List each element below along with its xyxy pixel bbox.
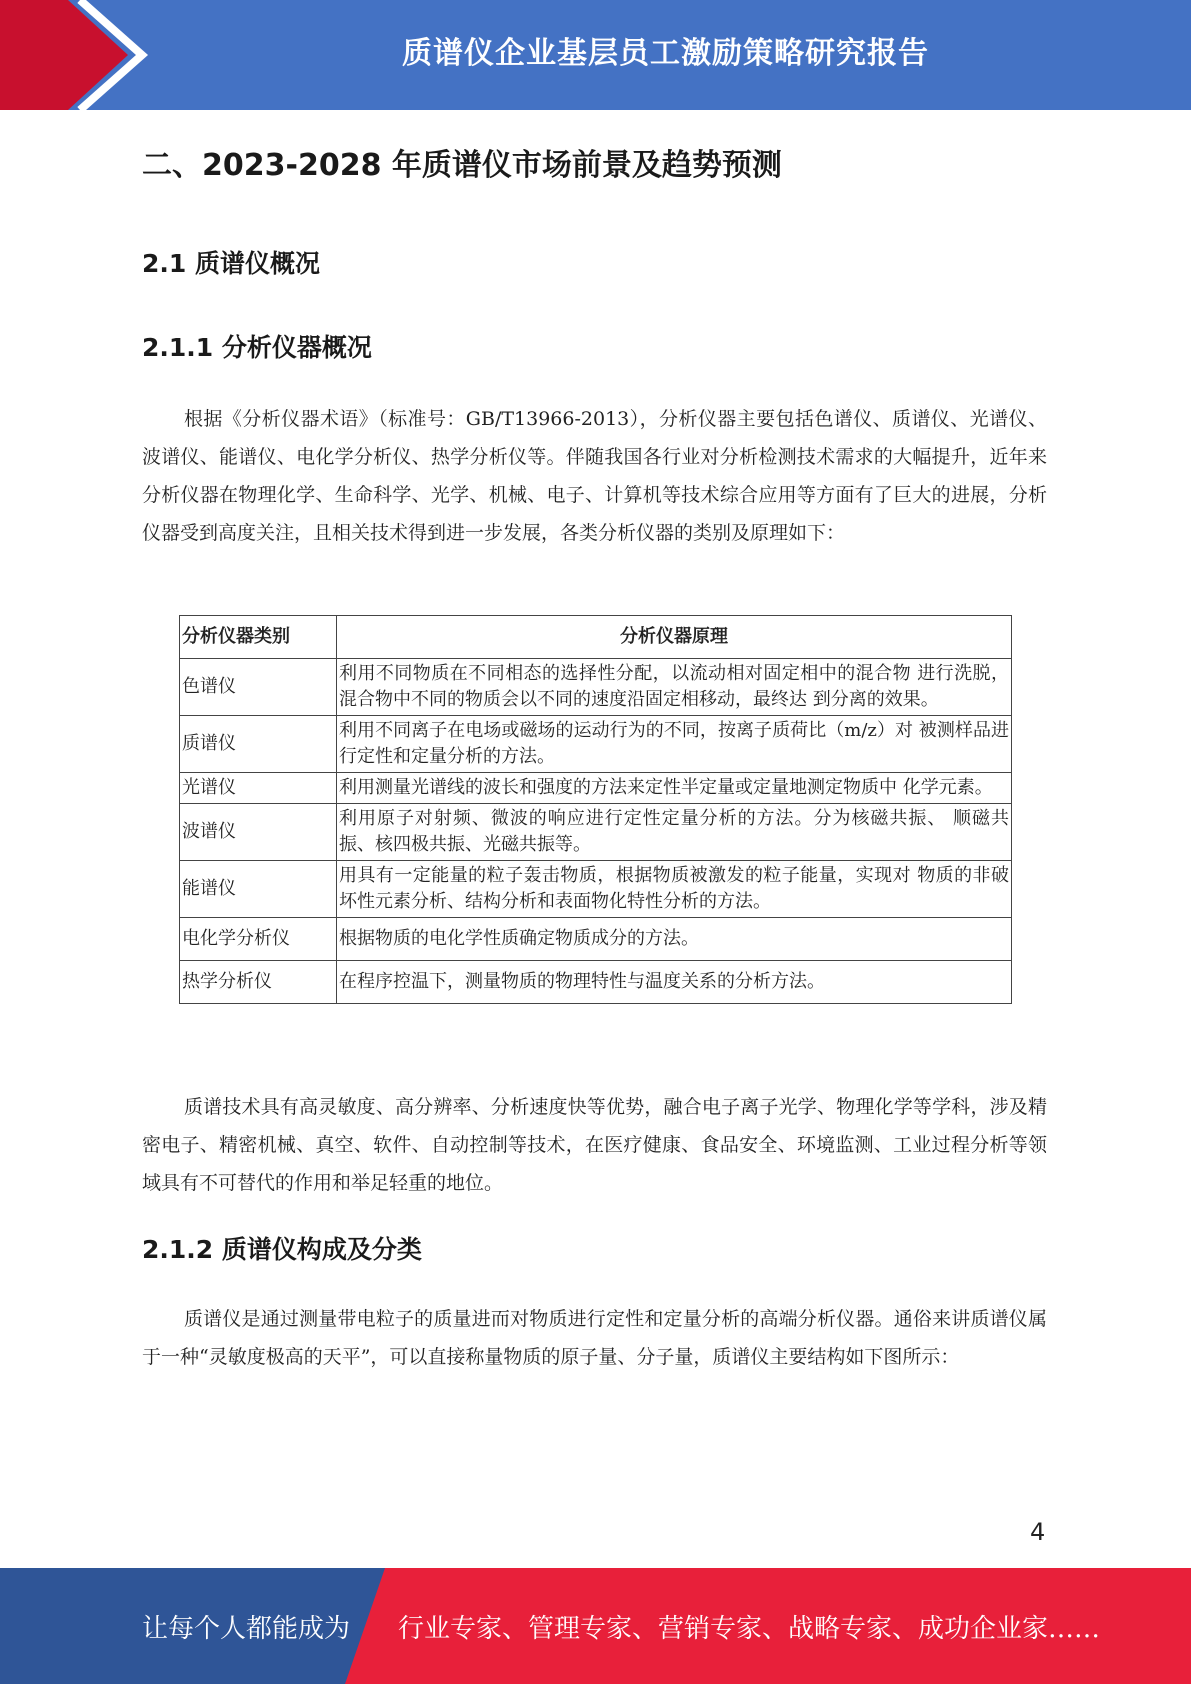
table-header-row [180,616,1012,659]
chapter-heading: 二、2023-2028 年质谱仪市场前景及趋势预测 [142,148,782,183]
table-cell-principle: 利用原子对射频、微波的响应进行定性定量分析的方法。分为核磁共振、 顺磁共振、核四极共振、光磁共振等。 [337,804,1012,861]
table-header-principle: 分析仪器原理 [337,616,1012,659]
table-cell-principle: 根据物质的电化学性质确定物质成分的方法。 [337,918,1012,961]
table-cell-principle: 利用测量光谱线的波长和强度的方法来定性半定量或定量地测定物质中 化学元素。 [337,773,1012,804]
table-row [180,861,1012,918]
page-number: 4 [1030,1518,1046,1546]
table-row [180,961,1012,1004]
table-cell-principle: 利用不同离子在电场或磁场的运动行为的不同，按离子质荷比（m/z）对 被测样品进行定性和定量分析的方法。 [337,716,1012,773]
table-cell-principle: 用具有一定能量的粒子轰击物质，根据物质被激发的粒子能量，实现对 物质的非破坏性元素分析、结构分析和表面物化特性分析的方法。 [337,861,1012,918]
footer-slogan-left: 让每个人都能成为 [142,1613,351,1644]
table-cell-category: 质谱仪 [180,716,337,773]
paragraph-analysis-instruments: 根据《分析仪器术语》（标准号：GB/T13966-2013），分析仪器主要包括色谱仪、质谱仪、光谱仪、波谱仪、能谱仪、电化学分析仪、热学分析仪等。伴随我国各行业对分析检测技术需求的大幅提升，近年来分析仪器在物理化学、生命科学、光学、机械、电子、计算机等技术综合应用等方面有了巨大的进展，分析仪器受到高度关注，且相关技术得到进一步发展，各类分析仪器的类别及原理如下： [142,408,1047,544]
table-row [180,918,1012,961]
instrument-table [179,615,1012,1004]
table-row [180,716,1012,773]
table-row [180,659,1012,716]
table-header-category: 分析仪器类别 [180,616,337,659]
table-cell-category: 波谱仪 [180,804,337,861]
table-cell-principle: 利用不同物质在不同相态的选择性分配，以流动相对固定相中的混合物 进行洗脱，混合物中不同的物质会以不同的速度沿固定相移动，最终达 到分离的效果。 [337,659,1012,716]
table-cell-category: 能谱仪 [180,861,337,918]
footer-slogan-right: 行业专家、管理专家、营销专家、战略专家、成功企业家…… [398,1613,1101,1644]
section-heading-2-1: 2.1 质谱仪概况 [142,249,320,278]
table-cell-category: 电化学分析仪 [180,918,337,961]
paragraph-mass-spec-advantages: 质谱技术具有高灵敏度、高分辨率、分析速度快等优势，融合电子离子光学、物理化学等学科，涉及精密电子、精密机械、真空、软件、自动控制等技术，在医疗健康、食品安全、环境监测、工业过程分析等领域具有不可替代的作用和举足轻重的地位。 [142,1096,1047,1194]
table-row [180,773,1012,804]
table-cell-category: 热学分析仪 [180,961,337,1004]
page-footer [0,1568,1191,1684]
report-title: 质谱仪企业基层员工激励策略研究报告 [402,36,929,71]
section-heading-2-1-2: 2.1.2 质谱仪构成及分类 [142,1235,422,1264]
table-cell-category: 色谱仪 [180,659,337,716]
table-cell-category: 光谱仪 [180,773,337,804]
table-cell-principle: 在程序控温下，测量物质的物理特性与温度关系的分析方法。 [337,961,1012,1004]
section-heading-2-1-1: 2.1.1 分析仪器概况 [142,333,372,362]
paragraph-mass-spec-definition: 质谱仪是通过测量带电粒子的质量进而对物质进行定性和定量分析的高端分析仪器。通俗来讲质谱仪属于一种“灵敏度极高的天平”，可以直接称量物质的原子量、分子量，质谱仪主要结构如下图所示： [142,1308,1047,1368]
page-header [0,0,1191,110]
table-row [180,804,1012,861]
